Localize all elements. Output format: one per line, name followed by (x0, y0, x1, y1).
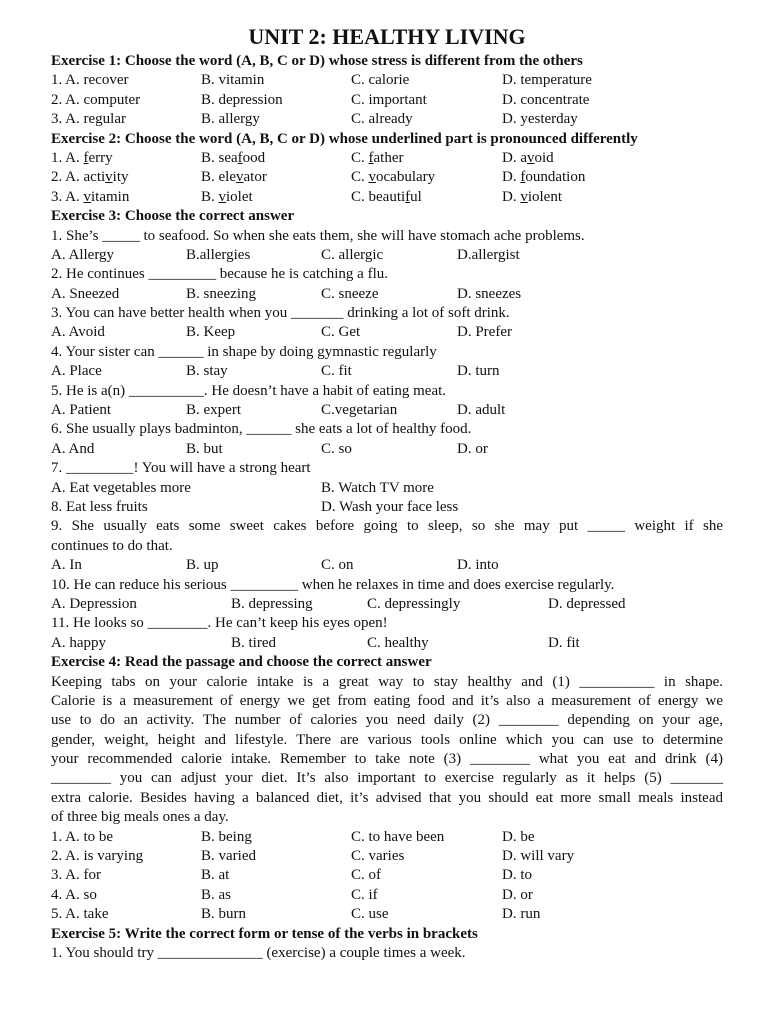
option: B. Watch TV more (321, 479, 434, 496)
option: B. tired (231, 634, 276, 651)
option: B. burn (201, 906, 246, 923)
exercise-2-row (51, 168, 723, 187)
option: C. to have been (351, 828, 445, 845)
option: C. depressingly (367, 595, 461, 612)
option: B. depression (201, 91, 283, 108)
option: B. stay (186, 363, 228, 380)
option: D. be (502, 828, 535, 845)
option: C. already (351, 111, 413, 128)
question: 5. He is a(n) __________. He doesn’t have a habit of eating meat. (51, 382, 447, 399)
question: 1. You should try ______________ (exercise) a couple times a week. (51, 944, 466, 961)
option: D. fit (548, 634, 580, 651)
answer-row (51, 246, 723, 265)
option: D. will vary (502, 848, 575, 865)
exercise-4-row (51, 847, 723, 866)
option: C. father (351, 149, 404, 166)
exercise-1-row (51, 91, 723, 110)
exercise-1-heading: Exercise 1: Choose the word (A, B, C or D) whose stress is different from the others (51, 53, 583, 69)
option: B. depressing (231, 595, 313, 612)
option: 8. Eat less fruits (51, 498, 148, 515)
exercise-2-heading: Exercise 2: Choose the word (A, B, C or D) whose underlined part is pronounced differently (51, 130, 638, 147)
option: 2. A. is varying (51, 848, 144, 865)
option: A. Sneezed (51, 285, 120, 302)
option: B. at (201, 867, 230, 884)
option: D. foundation (502, 169, 586, 186)
option: 3. A. for (51, 867, 101, 884)
exercise-2-row (51, 188, 723, 207)
worksheet-page (51, 22, 723, 963)
exercise-5-heading: Exercise 5: Write the correct form or tense of the verbs in brackets (51, 925, 478, 942)
answer-row (51, 556, 723, 575)
option: C. if (351, 886, 378, 903)
exercise-1-row (51, 71, 723, 90)
option: D. Wash your face less (321, 498, 459, 515)
option: C. Get (321, 324, 361, 341)
page-title: UNIT 2: HEALTHY LIVING (248, 24, 526, 49)
option: 1. A. ferry (51, 149, 113, 166)
question: 2. He continues _________ because he is catching a flu. (51, 266, 388, 283)
answer-row (51, 595, 723, 614)
exercise-1-row (51, 110, 723, 129)
option: A. Eat vegetables more (51, 479, 191, 496)
exercise-4-row (51, 905, 723, 924)
option: A. Allergy (51, 246, 115, 263)
option: 2. A. activity (51, 169, 129, 186)
option: B. seafood (201, 149, 266, 166)
question: 9. She usually eats some sweet cakes before going to sleep, so she may put _____ weight if she continues to do that. (51, 518, 723, 554)
question: 3. You can have better health when you _______ drinking a lot of soft drink. (51, 305, 510, 322)
option: D. run (502, 906, 541, 923)
exercise-3-heading: Exercise 3: Choose the correct answer (51, 208, 295, 225)
option: D. or (502, 886, 533, 903)
option: B. up (186, 557, 219, 574)
answer-row (51, 498, 723, 517)
option: C. sneeze (321, 285, 379, 302)
question: 7. _________! You will have a strong heart (51, 460, 311, 477)
option: A. Avoid (51, 324, 105, 341)
option: A. Depression (51, 595, 137, 612)
answer-row (51, 479, 723, 498)
option: D. depressed (548, 595, 626, 612)
option: D. Prefer (457, 324, 512, 341)
option: A. Place (51, 363, 102, 380)
option: 5. A. take (51, 906, 109, 923)
option: D. violent (502, 188, 563, 205)
option: 1. A. to be (51, 828, 114, 845)
answer-row (51, 362, 723, 381)
option: A. Patient (51, 402, 111, 419)
exercise-4-row (51, 828, 723, 847)
option: D. yesterday (502, 111, 578, 128)
exercise-4-heading: Exercise 4: Read the passage and choose the correct answer (51, 654, 432, 671)
option: C. on (321, 557, 354, 574)
question: 10. He can reduce his serious _________ when he relaxes in time and does exercise regularly. (51, 576, 615, 593)
option: D. into (457, 557, 499, 574)
option: D. adult (457, 402, 506, 419)
answer-row (51, 323, 723, 342)
option: B. violet (201, 188, 253, 205)
option: B. but (186, 440, 223, 457)
option: D.allergist (457, 246, 520, 263)
option: C. vocabulary (351, 169, 436, 186)
question: 1. She’s _____ to seafood. So when she eats them, she will have stomach ache problems. (51, 227, 585, 244)
option: C. allergic (321, 246, 384, 263)
option: D. or (457, 440, 488, 457)
option: B. being (201, 828, 252, 845)
option: D. to (502, 867, 532, 884)
question: 4. Your sister can ______ in shape by doing gymnastic regularly (51, 343, 437, 360)
option: C.vegetarian (321, 402, 398, 419)
option: C. use (351, 906, 389, 923)
option: D. avoid (502, 149, 554, 166)
option: B. as (201, 886, 231, 903)
option: B. expert (186, 402, 241, 419)
option: C. healthy (367, 634, 429, 651)
option: C. of (351, 867, 381, 884)
reading-passage: Keeping tabs on your calorie intake is a great way to stay healthy and (1) __________ in shape. Calorie is a measurement of energy we get from eating food and it’s also a measurement of energy we use to do an activity. The number of calories you need daily (2) ________ depending on your age, gender, weight, height and lifestyle. There are various tools online which you can use to determine your recommended calorie intake. Remember to take note (3) ________ what you eat and drink (4) ________ you can adjust your diet. It’s also important to exercise regularly as it helps (5) _______ extra calorie. Besides having a balanced diet, it’s advised that you should eat more small meals instead of three big meals ones a day. (51, 673, 723, 826)
option: D. turn (457, 363, 500, 380)
exercise-2-row (51, 149, 723, 168)
option: B.allergies (186, 246, 251, 263)
option: D. concentrate (502, 91, 590, 108)
option: C. fit (321, 363, 352, 380)
option: B. varied (201, 848, 256, 865)
option: D. temperature (502, 72, 592, 89)
option: C. so (321, 440, 352, 457)
option: A. And (51, 440, 95, 457)
option: D. sneezes (457, 285, 522, 302)
option: A. In (51, 557, 82, 574)
option: 3. A. vitamin (51, 188, 130, 205)
answer-row (51, 440, 723, 459)
exercise-4-row (51, 866, 723, 885)
option: B. Keep (186, 324, 236, 341)
option: 2. A. computer (51, 91, 141, 108)
option: B. vitamin (201, 72, 265, 89)
answer-row (51, 634, 723, 653)
option: A. happy (51, 634, 106, 651)
option: B. sneezing (186, 285, 256, 302)
option: B. allergy (201, 111, 260, 128)
option: C. important (351, 91, 427, 108)
option: C. beautiful (351, 188, 422, 205)
exercise-4-row (51, 886, 723, 905)
option: 3. A. regular (51, 111, 126, 128)
question: 6. She usually plays badminton, ______ she eats a lot of healthy food. (51, 421, 472, 438)
option: 4. A. so (51, 886, 97, 903)
option: C. calorie (351, 72, 410, 89)
question: 11. He looks so ________. He can’t keep his eyes open! (51, 615, 388, 632)
option: B. elevator (201, 169, 267, 186)
answer-row (51, 401, 723, 420)
option: C. varies (351, 848, 405, 865)
answer-row (51, 285, 723, 304)
option: 1. A. recover (51, 72, 129, 89)
